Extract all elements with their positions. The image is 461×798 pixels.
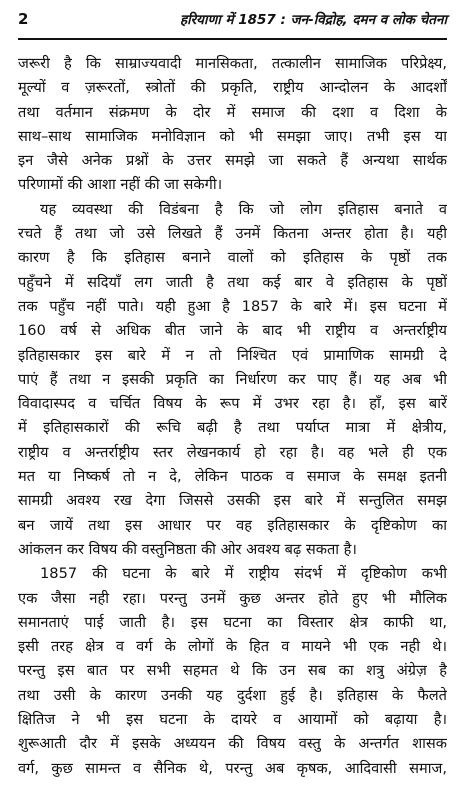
text-line: 1857 की घटना के बारे में राष्ट्रीय संदर्भ में दृष्टिकोण कभी [40, 565, 447, 583]
body-text [18, 52, 447, 781]
text-line: समानताएं पाई जाती है। इस घटना का विस्तार क्षेत्र काफी था, [18, 613, 447, 631]
text-line: कारण है कि इतिहास बनाने वालों को इतिहास के पृष्ठों तक [18, 249, 447, 267]
text-line: परन्तु इस बात पर सभी सहमत थे कि उन सब का शत्रु अंग्रेज़ है [18, 662, 447, 680]
text-line: में इतिहासकारों की रूचि बढ़ी है तथा पर्याप्त मात्रा में क्षेत्रीय, [18, 419, 447, 437]
text-line: यह व्यवस्था की विडंबना है कि जो लोग इतिहास बनाते व [40, 200, 447, 218]
text-line: इतिहासकार इस बारे में न तो निश्चित एवं प्रामाणिक सामग्री दे [18, 346, 447, 364]
text-line: पहुँचने में सदियाँ लग जाती है तथा कई बार वे इतिहास के पृष्ठों [18, 273, 447, 291]
text-line: तथा वर्तमान संक्रमण के दोर में समाज की दशा व दिशा के [18, 103, 447, 121]
text-line: मूल्यों व ज़रूरतों, स्त्रोतों की प्रकृति, राष्ट्रीय आन्दोलन के आदर्शों [18, 79, 447, 97]
text-line: क्षितिज ने भी इस घटना के दायरे व आयामों को बढ़ाया है। [18, 711, 447, 729]
text-line: परिणामों की आशा नहीं की जा सकेगी। [18, 176, 223, 194]
text-line: रचते हैं तथा जो उसे लिखते हैं उनमें कितना अन्तर होता है। यही [18, 225, 447, 243]
text-line: शुरूआती दौर में इसके अध्ययन की विषय वस्तु के अन्तर्गत शासक [18, 735, 447, 753]
text-line: इसी तरह क्षेत्र व वर्ग के लोगों के हित व मायने भी एक नही थे। [18, 638, 447, 656]
text-line: तथा उसी के कारण उनकी यह दुर्दशा हुई है। इतिहास के फैलते [18, 686, 447, 704]
paragraph-2 [18, 198, 447, 562]
text-line: तक पहुँच नहीं पाते। यही हुआ है 1857 के बारे में। इस घटना में [18, 297, 447, 315]
page-number: 2 [18, 10, 29, 28]
text-line: साथ–साथ सामाजिक मनोविज्ञान को भी समझा जाए। तभी इस या [18, 127, 447, 145]
text-line: एक जैसा नही रहा। परन्तु उनमें कुछ अन्तर होते हुए भी मौलिक [18, 589, 447, 607]
paragraph-1 [18, 52, 447, 198]
text-line: 160 वर्ष से अधिक बीत जाने के बाद भी राष्ट्रीय व अन्तर्राष्ट्रीय [18, 322, 447, 340]
text-line: वर्ग, कुछ सामन्त व सैनिक थे, परन्तु अब कृषक, आदिवासी समाज, [18, 759, 447, 777]
text-line: इन जैसे अनेक प्रश्नों के उत्तर समझे जा सकते हैं अन्यथा सार्थक [18, 152, 447, 170]
text-line: विवादास्पद व चर्चित विषय के रूप में उभर रहा है। हाँ, इस बारें [18, 395, 447, 413]
text-line: मत या निष्कर्ष तो न दे, लेकिन पाठक व समाज के समक्ष इतनी [18, 468, 447, 486]
text-line: आंकलन कर विषय की वस्तुनिष्ठता की ओर अवश्य बढ़ सकता है। [18, 540, 357, 558]
text-line: जरूरी है कि साम्राज्यवादी मानसिकता, तत्कालीन सामाजिक परिप्रेक्ष्य, [18, 55, 447, 72]
running-title: हरियाणा में 1857 : जन-विद्रोह, दमन व लोक चेतना [179, 12, 447, 28]
text-line: बन जायें तथा इस आधार पर वह इतिहासकार के दृष्टिकोण का [18, 516, 447, 534]
text-line: राष्ट्रीय व अन्तर्राष्ट्रीय स्तर लेखनकार्य हो रहा है। वह भले ही एक [18, 443, 447, 461]
text-line: पाएं हैं तथा न इसकी प्रकृति का निर्धारण कर पाए हैं। यह अब भी [18, 370, 447, 388]
page-header [18, 10, 447, 40]
text-line: सामग्री अवश्य रख देगा जिससे उसकी इस बारे में सन्तुलित समझ [18, 492, 447, 510]
paragraph-3 [18, 562, 447, 781]
